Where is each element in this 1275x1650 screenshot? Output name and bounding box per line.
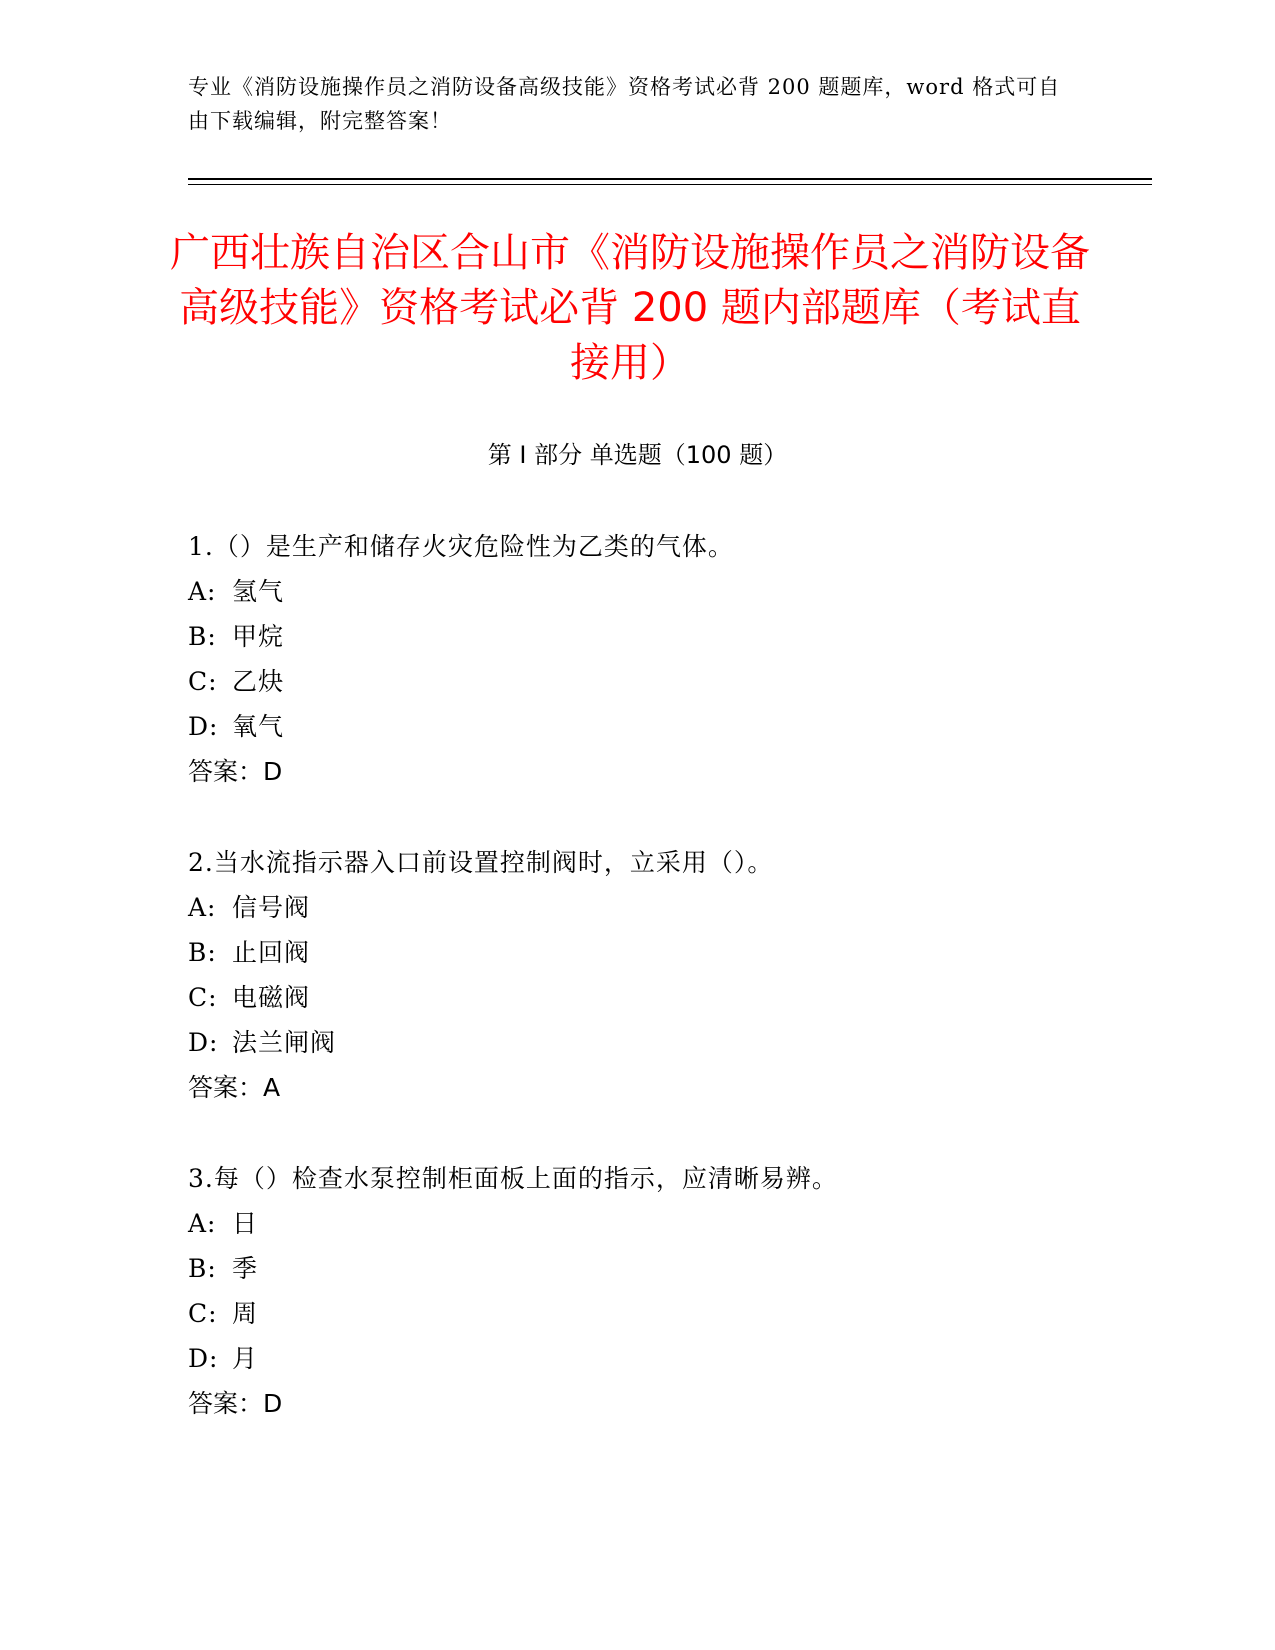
document-title: 广西壮族自治区合山市《消防设施操作员之消防设备高级技能》资格考试必背 200 题内部题库（考试直接用） — [170, 230, 1090, 386]
option-text: 氢气 — [232, 577, 285, 606]
section-title: 第 I 部分 单选题（100 题） — [487, 441, 788, 469]
option-text: 电磁阀 — [232, 983, 311, 1012]
option-text: 乙炔 — [232, 667, 285, 696]
option-letter: D: — [188, 712, 219, 741]
option-b — [188, 620, 1188, 665]
option-letter: A: — [188, 577, 217, 606]
question-item — [188, 846, 1188, 1116]
question-stem: 2.当水流指示器入口前设置控制阀时，立采用（）。 — [188, 848, 774, 877]
option-text: 信号阀 — [232, 893, 311, 922]
option-text: 氧气 — [232, 712, 285, 741]
option-letter: C: — [188, 983, 218, 1012]
question-list — [188, 530, 1188, 1478]
option-letter: C: — [188, 1299, 218, 1328]
header-rule-thin — [188, 184, 1152, 185]
option-b — [188, 1252, 1188, 1297]
option-c — [188, 981, 1188, 1026]
option-a — [188, 1207, 1188, 1252]
option-letter: B: — [188, 622, 217, 651]
option-d — [188, 710, 1188, 755]
option-text: 日 — [232, 1209, 259, 1238]
header-rule-thick — [188, 178, 1152, 180]
option-letter: D: — [188, 1028, 219, 1057]
option-letter: A: — [188, 893, 217, 922]
option-text: 止回阀 — [232, 938, 311, 967]
option-text: 周 — [232, 1299, 259, 1328]
option-letter: C: — [188, 667, 218, 696]
option-text: 月 — [232, 1344, 259, 1373]
option-letter: D: — [188, 1344, 219, 1373]
option-letter: B: — [188, 938, 217, 967]
option-a — [188, 891, 1188, 936]
option-c — [188, 1297, 1188, 1342]
option-text: 季 — [232, 1254, 259, 1283]
question-item — [188, 530, 1188, 800]
option-text: 甲烷 — [232, 622, 285, 651]
option-d — [188, 1026, 1188, 1071]
question-stem: 1.（）是生产和储存火灾危险性为乙类的气体。 — [188, 532, 734, 561]
option-a — [188, 575, 1188, 620]
answer-line: 答案：D — [188, 757, 283, 786]
option-text: 法兰闸阀 — [232, 1028, 337, 1057]
answer-line: 答案：A — [188, 1073, 281, 1102]
option-d — [188, 1342, 1188, 1387]
option-letter: B: — [188, 1254, 217, 1283]
option-c — [188, 665, 1188, 710]
option-letter: A: — [188, 1209, 217, 1238]
question-stem: 3.每（）检查水泵控制柜面板上面的指示，应清晰易辨。 — [188, 1164, 838, 1193]
question-item — [188, 1162, 1188, 1432]
answer-line: 答案：D — [188, 1389, 283, 1418]
option-b — [188, 936, 1188, 981]
header-note: 专业《消防设施操作员之消防设备高级技能》资格考试必背 200 题题库，word 格式可自由下载编辑，附完整答案！ — [188, 75, 1061, 133]
